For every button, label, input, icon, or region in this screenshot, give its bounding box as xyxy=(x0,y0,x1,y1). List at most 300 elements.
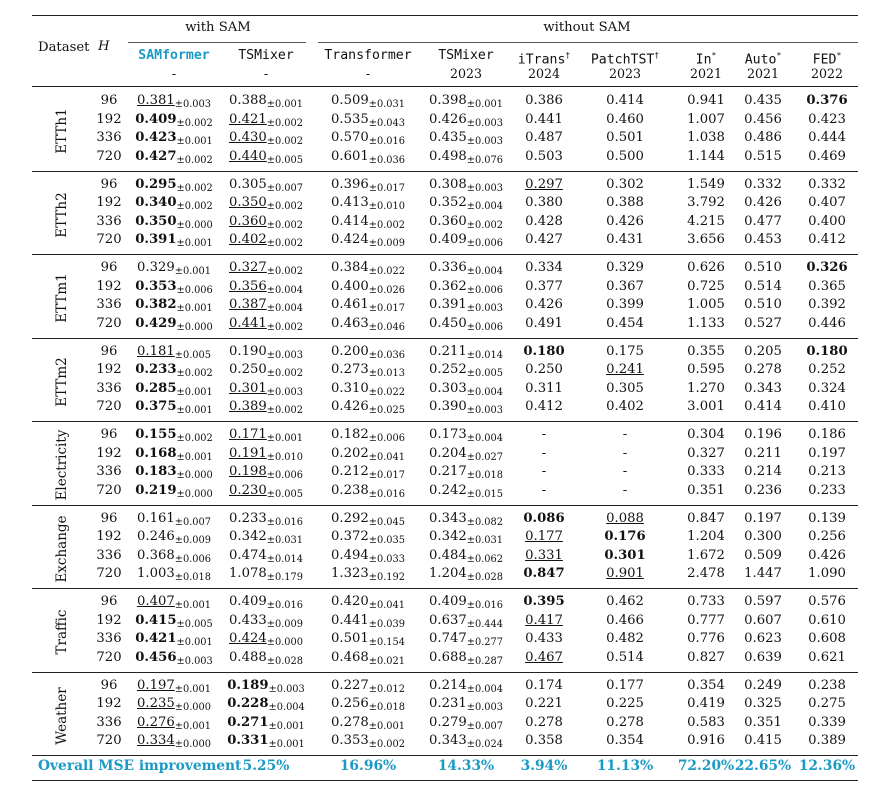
cell-value: 0.398 xyxy=(428,93,467,108)
table-cell xyxy=(429,130,503,147)
cell-value: 0.527 xyxy=(744,315,782,331)
cell-value: 0.424 xyxy=(228,631,267,647)
table-cell xyxy=(525,93,563,109)
cell-value: 0.450 xyxy=(428,315,467,331)
cell-value: 0.214 xyxy=(428,677,467,693)
table-cell xyxy=(808,177,846,193)
cell-std: ±0.002 xyxy=(176,182,213,194)
horizon-value: 192 xyxy=(96,612,122,628)
cell-value: 0.535 xyxy=(330,111,369,127)
cell-value: 0.595 xyxy=(687,362,725,378)
table-cell xyxy=(744,464,782,480)
cell-std: ±0.192 xyxy=(368,572,406,584)
table-cell xyxy=(429,149,503,166)
horizon-value: 192 xyxy=(96,362,122,378)
cell-value: 0.388 xyxy=(606,195,644,211)
cell-value: 0.389 xyxy=(808,733,846,749)
cell-value: 0.433 xyxy=(525,631,563,647)
cell-std: ±0.016 xyxy=(368,136,406,148)
cell-value: 0.847 xyxy=(687,510,725,526)
table-cell xyxy=(429,195,503,212)
table-cell xyxy=(687,214,725,230)
cell-std: ±0.010 xyxy=(266,451,304,463)
cell-value: 0.202 xyxy=(330,445,369,461)
table-cell xyxy=(808,381,846,397)
cell-std: ±0.018 xyxy=(368,702,406,714)
cell-value: 0.441 xyxy=(330,612,369,628)
table-cell xyxy=(137,715,211,732)
table-cell xyxy=(744,316,782,332)
header-rule xyxy=(32,86,858,87)
table-cell xyxy=(525,529,563,545)
cell-std: ±0.005 xyxy=(174,349,212,361)
cell-std: ±0.006 xyxy=(176,284,213,296)
cell-value: 1.672 xyxy=(687,547,725,563)
table-cell xyxy=(229,260,303,277)
cell-std: ±0.000 xyxy=(176,321,213,333)
cell-value: 0.342 xyxy=(228,529,267,545)
table-cell xyxy=(808,511,846,527)
cell-value: 0.414 xyxy=(606,93,644,108)
cell-std: ±0.009 xyxy=(266,618,304,630)
cell-std: ±0.003 xyxy=(266,349,304,361)
cell-value: 0.302 xyxy=(606,176,644,192)
table-cell xyxy=(744,446,782,462)
cell-value: 0.336 xyxy=(428,260,467,275)
cell-value: 0.214 xyxy=(744,464,782,480)
table-cell xyxy=(229,631,303,648)
cell-value: 0.241 xyxy=(606,362,644,378)
cell-std: ±0.062 xyxy=(466,553,504,565)
cell-value: 0.583 xyxy=(687,714,725,730)
cell-value: 0.233 xyxy=(135,362,177,378)
cell-value: 0.409 xyxy=(428,232,467,248)
cell-value: 0.429 xyxy=(135,315,177,331)
cell-value: 0.421 xyxy=(228,111,267,127)
cell-std: ±0.076 xyxy=(466,154,504,166)
cell-value: 0.339 xyxy=(808,714,846,730)
cell-std: ±0.004 xyxy=(466,266,504,277)
cell-value: 0.494 xyxy=(330,547,369,563)
cell-value: 0.197 xyxy=(744,510,782,526)
table-cell xyxy=(808,733,846,749)
cell-value: 0.086 xyxy=(523,510,565,526)
cell-std: ±0.045 xyxy=(368,516,406,528)
cell-value: 0.380 xyxy=(525,195,563,211)
table-cell xyxy=(137,529,211,546)
table-cell xyxy=(687,594,725,610)
cell-std: ±0.004 xyxy=(466,433,504,444)
cell-value: 0.235 xyxy=(136,696,175,712)
cell-value: 0.514 xyxy=(744,278,782,294)
table-cell xyxy=(227,678,305,695)
cell-value: 0.916 xyxy=(687,733,725,749)
cell-value: 0.428 xyxy=(525,213,563,229)
table-cell xyxy=(429,297,503,314)
cell-std: ±0.021 xyxy=(368,655,406,667)
cell-value: 0.180 xyxy=(806,343,848,359)
cell-value: 0.444 xyxy=(808,130,846,146)
cell-value: - xyxy=(622,482,628,498)
cell-std: ±0.004 xyxy=(466,386,504,398)
group-rule xyxy=(32,421,858,422)
cell-value: 0.469 xyxy=(808,148,846,164)
cell-std: ±0.002 xyxy=(176,154,213,166)
cell-value: 0.198 xyxy=(228,464,267,480)
table-cell xyxy=(137,733,211,750)
cell-std: ±0.006 xyxy=(174,553,212,565)
table-cell xyxy=(687,130,725,146)
cell-value: 0.324 xyxy=(808,380,846,396)
cell-value: 0.360 xyxy=(428,213,467,229)
table-cell xyxy=(429,464,503,481)
cell-value: 0.427 xyxy=(135,148,177,164)
table-cell xyxy=(808,613,846,629)
improvement-value: 11.13% xyxy=(596,758,654,774)
table-cell xyxy=(606,214,644,230)
table-cell xyxy=(744,297,782,313)
horizon-value: 336 xyxy=(96,464,122,480)
cell-std: ±0.002 xyxy=(266,368,304,380)
improvement-value: 72.20% xyxy=(677,758,735,774)
cell-value: 0.433 xyxy=(228,612,267,628)
horizon-value: 96 xyxy=(100,260,118,275)
table-cell xyxy=(808,316,846,332)
model-name: Auto* xyxy=(744,51,782,68)
cell-value: 1.270 xyxy=(687,380,725,396)
cell-value: 0.168 xyxy=(135,445,177,461)
header-h: H xyxy=(98,39,110,54)
cell-value: 0.233 xyxy=(808,482,846,498)
cell-std: ±0.015 xyxy=(466,488,504,500)
table-cell xyxy=(331,399,405,416)
cell-std: ±0.016 xyxy=(368,488,406,500)
cell-std: ±0.004 xyxy=(266,284,304,296)
table-cell xyxy=(525,112,563,128)
table-cell xyxy=(331,362,405,379)
cell-std: ±0.014 xyxy=(466,349,504,361)
table-cell xyxy=(808,362,846,378)
cell-value: 0.273 xyxy=(330,362,369,378)
cell-value: 0.303 xyxy=(428,380,467,396)
horizon-value: 96 xyxy=(100,427,118,442)
cell-value: 0.326 xyxy=(806,260,848,275)
cell-std: ±0.017 xyxy=(368,470,406,482)
cell-value: 0.256 xyxy=(808,529,846,545)
cell-value: 0.333 xyxy=(687,464,725,480)
table-cell xyxy=(606,715,644,731)
cell-value: 0.340 xyxy=(135,195,177,211)
cell-value: 0.400 xyxy=(330,278,369,294)
cell-std: ±0.016 xyxy=(266,600,304,611)
cell-std: ±0.001 xyxy=(174,683,212,695)
table-cell xyxy=(429,362,503,379)
top-rule xyxy=(32,15,858,16)
cell-std: ±0.022 xyxy=(368,266,406,277)
cell-value: 0.395 xyxy=(523,594,565,609)
model-name: PatchTST† xyxy=(590,51,660,68)
cell-value: 0.246 xyxy=(136,529,175,545)
cell-std: ±0.028 xyxy=(466,572,504,584)
table-cell xyxy=(744,381,782,397)
table-cell xyxy=(429,316,503,333)
cell-value: 0.423 xyxy=(808,111,846,127)
cell-value: 0.225 xyxy=(606,696,644,712)
cell-value: 0.334 xyxy=(136,733,175,749)
table-cell xyxy=(229,613,303,630)
table-cell xyxy=(542,427,546,443)
table-cell xyxy=(606,566,644,582)
cell-value: 1.038 xyxy=(687,130,725,146)
improvement-value: 14.33% xyxy=(437,758,495,774)
cell-value: 0.191 xyxy=(228,445,267,461)
cell-std: ±0.035 xyxy=(368,535,406,547)
cell-value: 0.343 xyxy=(428,510,467,526)
table-cell xyxy=(525,678,563,694)
cell-std: ±0.001 xyxy=(176,451,213,463)
table-cell xyxy=(137,344,211,361)
table-cell xyxy=(744,511,782,527)
cell-value: 0.171 xyxy=(228,427,267,442)
table-cell xyxy=(687,529,725,545)
table-cell xyxy=(229,344,303,361)
cell-value: 1.078 xyxy=(228,566,267,582)
table-cell xyxy=(806,260,847,276)
cell-std: ±0.002 xyxy=(266,238,304,250)
table-cell xyxy=(229,399,303,416)
cell-std: ±0.003 xyxy=(466,702,504,714)
cell-std: ±0.007 xyxy=(466,720,504,732)
cell-std: ±0.031 xyxy=(266,535,304,547)
cell-value: 0.182 xyxy=(330,427,369,442)
table-cell xyxy=(687,362,725,378)
cell-value: 0.776 xyxy=(687,631,725,647)
table-cell xyxy=(331,112,405,129)
cell-value: 0.501 xyxy=(330,631,369,647)
cell-value: 0.278 xyxy=(606,714,644,730)
dataset-label: Exchange xyxy=(54,514,70,583)
table-cell xyxy=(331,548,405,565)
table-cell xyxy=(331,195,405,212)
cell-std: ±0.002 xyxy=(368,219,406,231)
table-cell xyxy=(331,529,405,546)
table-cell xyxy=(227,696,305,713)
table-cell xyxy=(542,446,546,462)
cell-std: ±0.003 xyxy=(266,386,304,398)
horizon-value: 96 xyxy=(100,176,118,192)
model-year: - xyxy=(365,66,371,81)
cell-std: ±0.036 xyxy=(368,349,406,361)
cell-value: 0.174 xyxy=(525,677,563,693)
table-cell xyxy=(331,297,405,314)
cell-value: 0.213 xyxy=(808,464,846,480)
cell-value: 0.301 xyxy=(604,547,646,563)
improvement-value: 16.96% xyxy=(339,758,397,774)
horizon-value: 720 xyxy=(96,733,122,749)
cell-value: - xyxy=(622,445,628,461)
table-cell xyxy=(229,548,303,565)
cell-std: ±0.002 xyxy=(266,219,304,231)
horizon-value: 336 xyxy=(96,213,122,229)
bottom-rule xyxy=(32,780,858,781)
table-cell xyxy=(808,232,846,248)
cell-value: 0.250 xyxy=(525,362,563,378)
table-cell xyxy=(806,344,847,360)
table-cell xyxy=(525,362,563,378)
cell-value: 0.426 xyxy=(808,547,846,563)
horizon-value: 192 xyxy=(96,445,122,461)
cell-value: 0.279 xyxy=(428,714,467,730)
cell-value: 0.446 xyxy=(808,315,846,331)
cell-std: ±0.001 xyxy=(268,739,305,751)
table-cell xyxy=(229,381,303,398)
table-cell xyxy=(229,130,303,147)
table-cell xyxy=(331,613,405,630)
cell-value: 0.426 xyxy=(606,213,644,229)
table-cell xyxy=(429,678,503,695)
cell-value: 0.211 xyxy=(428,343,467,359)
cell-value: 0.189 xyxy=(227,677,269,693)
cell-std: ±0.000 xyxy=(176,219,213,231)
cell-value: 1.447 xyxy=(744,566,782,582)
cell-value: 0.196 xyxy=(744,427,782,442)
cell-value: 0.610 xyxy=(808,612,846,628)
table-cell xyxy=(744,548,782,564)
table-cell xyxy=(229,112,303,129)
horizon-value: 336 xyxy=(96,380,122,396)
table-cell xyxy=(744,214,782,230)
cell-std: ±0.028 xyxy=(266,655,304,667)
cell-value: 0.139 xyxy=(808,510,846,526)
cell-value: 0.467 xyxy=(525,649,563,665)
table-cell xyxy=(744,362,782,378)
cell-value: 0.402 xyxy=(228,232,267,248)
cell-value: 0.409 xyxy=(228,594,267,609)
table-cell xyxy=(744,613,782,629)
table-cell xyxy=(523,594,564,610)
table-cell xyxy=(623,427,627,443)
table-cell xyxy=(606,650,644,666)
horizon-value: 336 xyxy=(96,714,122,730)
table-cell xyxy=(744,149,782,165)
table-cell xyxy=(331,678,405,695)
cell-value: 0.230 xyxy=(228,482,267,498)
table-cell xyxy=(606,232,644,248)
cell-value: 4.215 xyxy=(687,213,725,229)
table-cell xyxy=(429,177,503,194)
table-cell xyxy=(135,297,213,314)
cell-value: 0.402 xyxy=(606,399,644,415)
model-year: 2023 xyxy=(608,66,642,81)
cell-value: 0.343 xyxy=(428,733,467,749)
table-cell xyxy=(525,279,563,295)
cell-value: 0.487 xyxy=(525,130,563,146)
table-cell xyxy=(808,195,846,211)
table-cell xyxy=(229,594,303,611)
horizon-value: 336 xyxy=(96,297,122,313)
table-cell xyxy=(744,566,782,582)
cell-value: 0.384 xyxy=(330,260,369,275)
cell-std: ±0.001 xyxy=(268,720,305,732)
table-cell xyxy=(808,715,846,731)
cell-value: 0.212 xyxy=(330,464,369,480)
cell-value: 0.608 xyxy=(808,631,846,647)
cell-value: 0.510 xyxy=(744,260,782,275)
table-cell xyxy=(744,260,782,276)
table-cell xyxy=(744,112,782,128)
table-cell xyxy=(687,733,725,749)
table-cell xyxy=(229,214,303,231)
cell-std: ±0.006 xyxy=(466,321,504,333)
table-cell xyxy=(429,279,503,296)
cell-value: 0.238 xyxy=(808,677,846,693)
model-year: - xyxy=(171,66,177,81)
table-cell xyxy=(808,112,846,128)
table-cell xyxy=(808,548,846,564)
cell-std: ±0.027 xyxy=(466,451,504,463)
table-cell xyxy=(331,594,405,611)
table-cell xyxy=(606,631,644,647)
cell-value: 1.204 xyxy=(687,529,725,545)
cell-std: ±0.003 xyxy=(268,683,305,695)
cell-value: 0.498 xyxy=(428,148,467,164)
cell-std: ±0.017 xyxy=(368,182,406,194)
table-cell xyxy=(687,279,725,295)
cell-value: 0.639 xyxy=(744,649,782,665)
table-cell xyxy=(429,715,503,732)
header-dataset: Dataset xyxy=(38,40,90,55)
cell-value: 0.414 xyxy=(330,213,369,229)
cell-value: 0.399 xyxy=(606,297,644,313)
table-cell xyxy=(687,149,725,165)
cell-value: 0.219 xyxy=(135,482,177,498)
cell-value: 0.177 xyxy=(606,677,644,693)
cell-value: 0.353 xyxy=(330,733,369,749)
table-cell xyxy=(606,279,644,295)
cell-std: ±0.001 xyxy=(176,405,213,417)
cell-value: 0.509 xyxy=(330,93,369,108)
cell-std: ±0.016 xyxy=(466,600,504,611)
table-cell xyxy=(687,112,725,128)
cell-value: 0.477 xyxy=(744,213,782,229)
cell-std: ±0.004 xyxy=(466,201,504,213)
cell-value: 0.501 xyxy=(606,130,644,146)
table-cell xyxy=(808,696,846,712)
table-cell xyxy=(606,130,644,146)
cell-value: 0.329 xyxy=(606,260,644,275)
cell-value: 0.515 xyxy=(744,148,782,164)
cell-std: ±0.000 xyxy=(174,739,212,751)
cell-value: 0.427 xyxy=(525,232,563,248)
improvement-value: 22.65% xyxy=(734,758,792,774)
cell-value: 0.221 xyxy=(525,696,563,712)
model-name: In* xyxy=(695,51,717,68)
table-cell xyxy=(229,483,303,500)
table-cell xyxy=(429,427,503,444)
table-cell xyxy=(331,232,405,249)
cell-value: 0.233 xyxy=(228,510,267,526)
cell-value: 0.252 xyxy=(808,362,846,378)
table-cell xyxy=(808,214,846,230)
cell-value: 0.205 xyxy=(744,343,782,359)
cell-std: ±0.022 xyxy=(368,386,406,398)
cell-value: 0.186 xyxy=(808,427,846,442)
table-cell xyxy=(744,279,782,295)
table-cell xyxy=(687,177,725,193)
table-cell xyxy=(744,195,782,211)
cell-value: 0.252 xyxy=(428,362,467,378)
cell-value: 0.278 xyxy=(525,714,563,730)
